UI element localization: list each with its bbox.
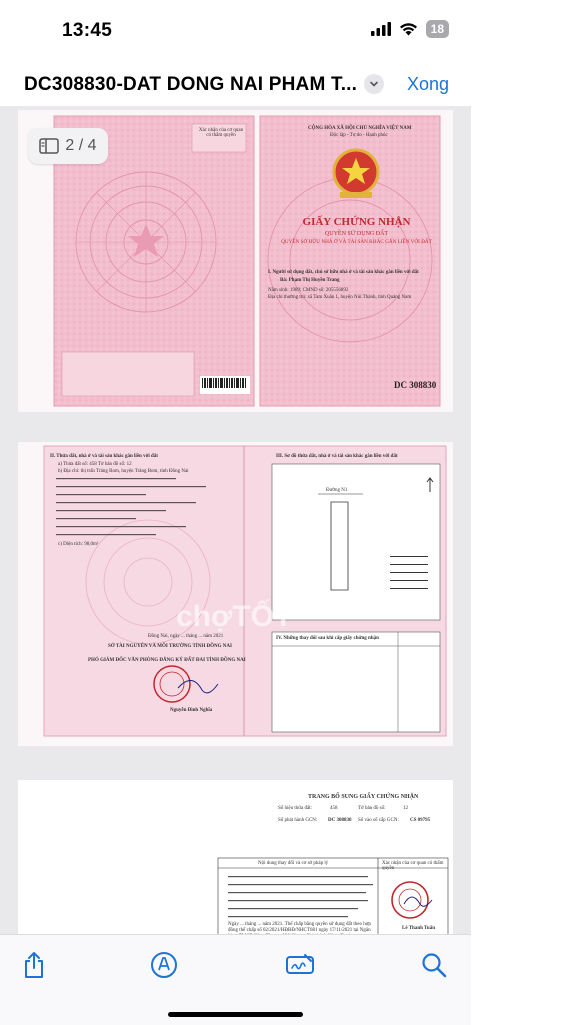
document-title[interactable]: DC308830-DAT DONG NAI PHAM T... [24,74,358,95]
certificate-subtitle-2: QUYỀN SỞ HỮU NHÀ Ở VÀ TÀI SẢN KHÁC GẮN LIỀN VỚI ĐẤT [281,239,432,245]
search-button[interactable] [416,947,452,983]
sidebar-icon[interactable] [39,138,59,154]
document-page-3[interactable] [18,780,453,940]
bottom-toolbar [0,934,471,1025]
content-heading: Nội dung thay đổi và cơ sở pháp lý [258,861,329,866]
confirm-heading: Xác nhận của cơ quan có thẩm quyền [382,861,444,871]
road-label: Đường N1 [326,488,348,493]
supplement-page-image [18,780,453,940]
section-4-heading: IV. Những thay đổi sau khi cấp giấy chứng nhận [276,636,379,641]
watermark: chợTỐT [176,600,293,633]
certificate-title: GIẤY CHỨNG NHẬN [302,216,411,228]
issuer-2: PHÓ GIÁM ĐỐC VĂN PHÒNG ĐĂNG KÝ ĐẤT ĐAI TỈNH ĐỒNG NAI [88,658,246,663]
motto: Độc lập - Tự do - Hạnh phúc [330,133,388,138]
signature-icon [285,951,315,979]
owner-info: Năm sinh: 1989; CMND số: 205556892 [268,288,349,293]
parcel-details-image [18,442,453,746]
status-time: 13:45 [62,20,113,41]
status-icons [371,20,449,38]
cert-no: DC 308830 [328,818,352,823]
cert-no-label: Số phát hành GCN: [278,818,318,823]
section-3-heading: III. Sơ đồ thửa đất, nhà ở và tài sản khác gắn liền với đất [276,454,398,459]
chevron-down-icon[interactable] [364,74,384,94]
owner-address: Địa chỉ thường trú: xã Tam Xuân 1, huyện Núi Thành, tỉnh Quảng Nam [268,295,412,300]
share-icon [22,951,46,979]
markup-button[interactable] [146,947,182,983]
change-text: Ngày ... tháng ... năm 2021. Thế chấp bằng quyền sử dụng đất theo hợp đồng thế chấp số 02/2021/HĐBĐ/NHCT681 ngày 17/11/2021 tại Ngân [228,922,371,933]
certificate-subtitle-1: QUYỀN SỬ DỤNG ĐẤT [324,231,389,237]
battery-indicator: 18 [426,20,449,38]
document-page-2[interactable] [18,442,453,746]
done-button[interactable]: Xong [406,74,449,94]
page-counter-label: 2 / 4 [65,137,97,154]
owner-name: Bà: Phạm Thị Huyền Trang [280,278,340,283]
section-2-heading: II. Thửa đất, nhà ở và tài sản khác gắn liền với đất [50,454,158,459]
certificate-serial: DC 308830 [394,380,437,390]
nav-bar [0,62,471,106]
nation-header: CỘNG HÒA XÃ HỘI CHỦ NGHĨA VIỆT NAM [308,126,412,131]
issuer-1: SỞ TÀI NGUYÊN VÀ MÔI TRƯỜNG TỈNH ĐỒNG NAI [108,644,232,649]
share-button[interactable] [16,947,52,983]
supplement-title: TRANG BỔ SUNG GIẤY CHỨNG NHẬN [308,794,419,800]
markup-icon [150,951,178,979]
map-no-label: Tờ bản đồ số: [358,806,386,811]
issue-date: Đồng Nai, ngày ... tháng ... năm 2021 [148,634,224,639]
pdf-viewer[interactable] [0,106,471,934]
search-icon [421,952,447,978]
owner-heading: I. Người sử dụng đất, chủ sở hữu nhà ở và tài sản khác gắn liền với đất [268,270,419,275]
parcel-no: 458 [330,806,338,811]
home-indicator[interactable] [168,1012,303,1017]
book-no: CS 09795 [410,818,431,823]
left-header: Xác nhận của cơ quan có thẩm quyền [198,128,244,138]
parcel-address: b) Địa chỉ: thị trấn Trảng Bom, huyện Trảng Bom, tỉnh Đồng Nai [58,469,189,474]
supplement-signer: Lê Thanh Tuấn [402,926,435,931]
book-no-label: Số vào sổ cấp GCN: [358,818,399,823]
status-bar [0,0,471,62]
signal-icon [371,22,391,36]
parcel-no-label: Số hiệu thửa đất: [278,806,312,811]
page-counter[interactable] [28,128,108,164]
signature-button[interactable] [282,947,318,983]
land-parcel: a) Thửa đất số: 458 Tờ bản đồ số: 12 [58,462,132,467]
parcel-area: c) Diện tích: 98,0m² [58,542,99,547]
map-no: 12 [403,806,408,811]
signer-name: Nguyễn Đình Nghĩa [170,708,213,713]
wifi-icon [399,22,418,36]
